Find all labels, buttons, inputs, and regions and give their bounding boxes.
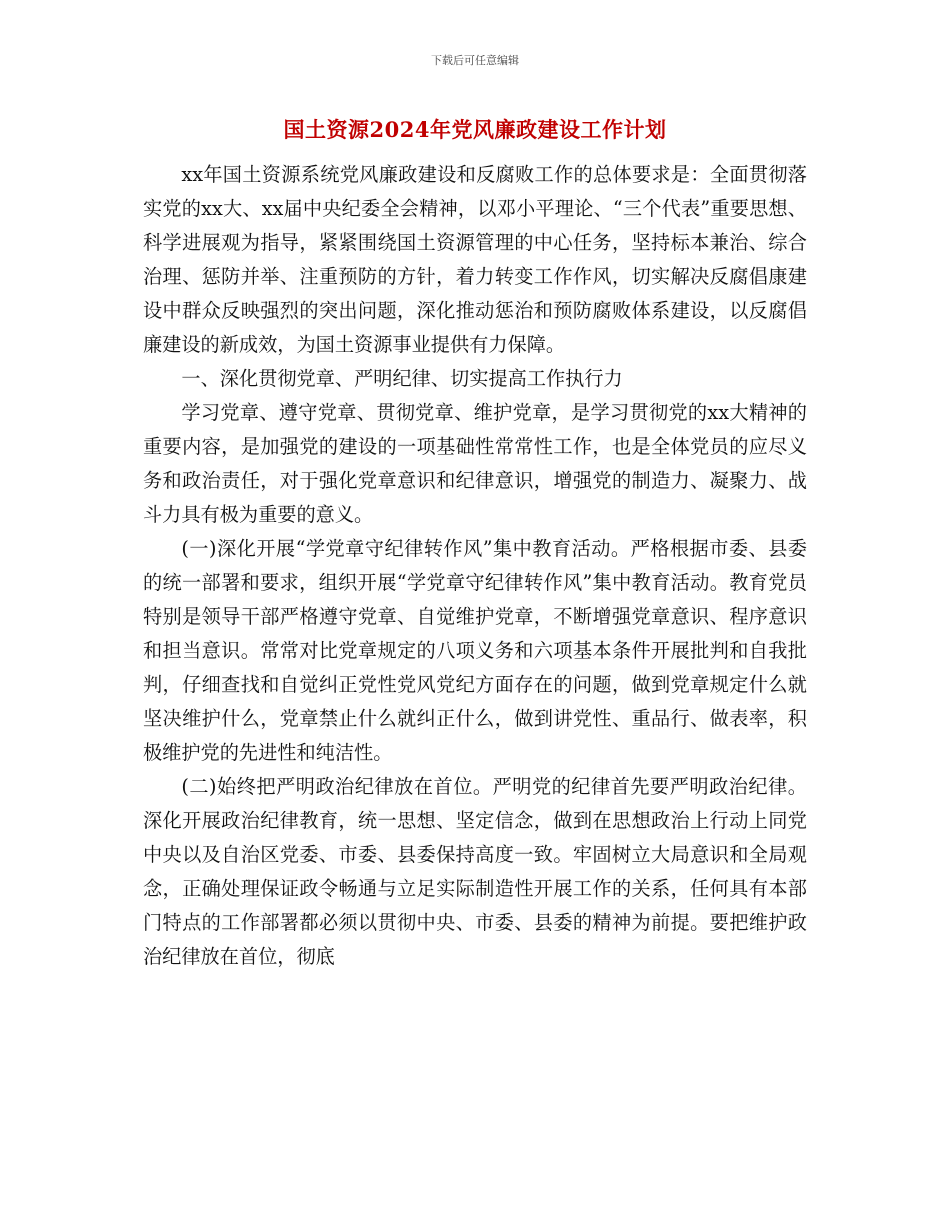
section-heading-1: 一、深化贯彻党章、严明纪律、切实提高工作执行力 <box>181 367 623 390</box>
paragraph-item-2: (二)始终把严明政治纪律放在首位。严明党的纪律首先要严明政治纪律。深化开展政治纪律教育，统一思想、坚定信念，做到在思想政治上行动上同党中央以及自治区党委、市委、县委保持高度一致。牢固树立大局意识和全局观念，正确处理保证政令畅通与立足实际制造性开展工作的关系，任何具有本部门特点的工作部署都必须以贯彻中央、市委、县委的精神为前提。要把维护政治纪律放在首位，彻底 <box>143 775 807 968</box>
paragraph-item-1: (一)深化开展“学党章守纪律转作风”集中教育活动。严格根据市委、县委的统一部署和要求，组织开展“学党章守纪律转作风”集中教育活动。教育党员特别是领导干部严格遵守党章、自觉维护党章，不断增强党章意识、程序意识和担当意识。常常对比党章规定的八项义务和六项基本条件开展批判和自我批判，仔细查找和自觉纠正党性党风党纪方面存在的问题，做到党章规定什么就坚决维护什么，党章禁止什么就纠正什么，做到讲党性、重品行、做表率，积极维护党的先进性和纯洁性。 <box>143 537 807 764</box>
header-note: 下载后可任意编辑 <box>431 54 519 67</box>
paragraph-section-1: 学习党章、遵守党章、贯彻党章、维护党章，是学习贯彻党的xx大精神的重要内容，是加强党的建设的一项基础性常常性工作，也是全体党员的应尽义务和政治责任，对于强化党章意识和纪律意识，增强党的制造力、凝聚力、战斗力具有极为重要的意义。 <box>143 401 807 526</box>
document-title: 国土资源2024年党风廉政建设工作计划 <box>283 117 667 142</box>
document-body <box>143 158 807 974</box>
paragraph-intro: xx年国土资源系统党风廉政建设和反腐败工作的总体要求是：全面贯彻落实党的xx大、xx届中央纪委全会精神，以邓小平理论、“三个代表”重要思想、科学进展观为指导，紧紧围绕国土资源管理的中心任务，坚持标本兼治、综合治理、惩防并举、注重预防的方针，着力转变工作作风，切实解决反腐倡康建设中群众反映强烈的突出问题，深化推动惩治和预防腐败体系建设，以反腐倡廉建设的新成效，为国土资源事业提供有力保障。 <box>143 163 807 356</box>
